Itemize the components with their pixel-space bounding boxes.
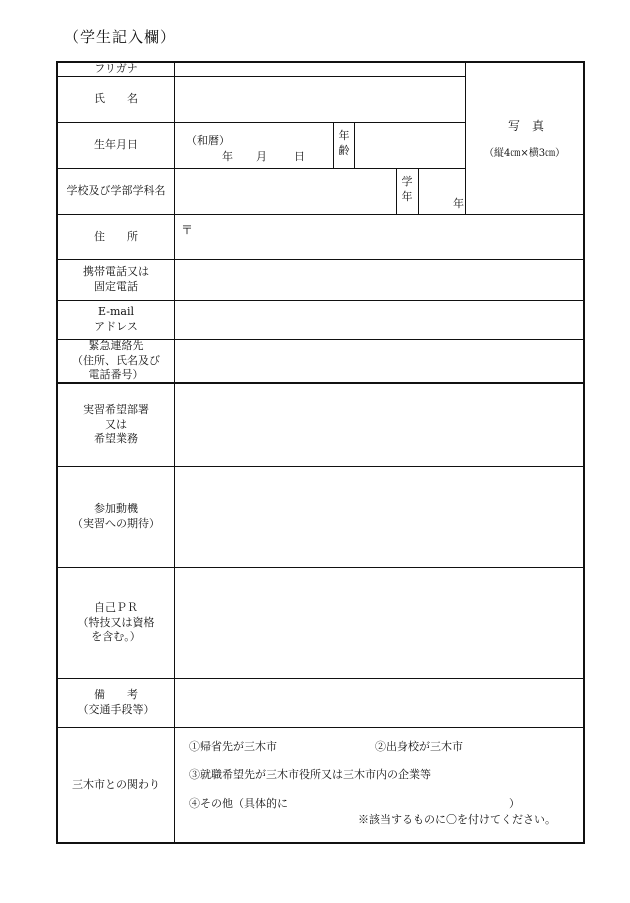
birthdate-label: 生年月日 xyxy=(94,138,138,152)
email-label: E-mail アドレス xyxy=(94,305,138,333)
grade-label: 学 年 xyxy=(401,175,413,203)
relation-note: ※該当するものに〇を付けてください。 xyxy=(358,813,556,826)
grade-suffix: 年 xyxy=(453,197,464,210)
relation-option-employment[interactable]: ③就職希望先が三木市役所又は三木市内の企業等 xyxy=(189,768,431,781)
self-pr-field[interactable] xyxy=(175,568,583,678)
photo-title: 写 真 xyxy=(508,119,545,133)
grade-field[interactable] xyxy=(419,169,465,214)
emergency-contact-label: 緊急連絡先 （住所、氏名及び 電話番号） xyxy=(72,338,160,382)
remarks-label: 備 考 （交通手段等） xyxy=(77,688,155,716)
relation-option-hometown[interactable]: ①帰省先が三木市 xyxy=(189,740,277,753)
birth-day-unit: 日 xyxy=(294,150,305,163)
birth-month-unit: 月 xyxy=(256,150,267,163)
motivation-label: 参加動機 （実習への期待） xyxy=(72,502,160,530)
furigana-field[interactable] xyxy=(175,62,465,76)
motivation-field[interactable] xyxy=(175,467,583,567)
phone-label: 携帯電話又は 固定電話 xyxy=(83,265,149,293)
relation-options xyxy=(175,728,583,842)
photo-size-note: （縦4㎝×横3㎝） xyxy=(484,148,566,159)
desired-department-field[interactable] xyxy=(175,384,583,466)
relation-option-other[interactable]: ④その他（具体的に xyxy=(189,797,288,810)
age-field[interactable] xyxy=(355,123,465,168)
school-label: 学校及び学部学科名 xyxy=(66,184,166,198)
furigana-label: フリガナ xyxy=(94,61,138,75)
desired-department-label: 実習希望部署 又は 希望業務 xyxy=(83,402,149,446)
birth-year-unit: 年 xyxy=(222,150,233,163)
birth-era-label: （和暦） xyxy=(186,134,230,147)
self-pr-label: 自己ＰＲ （特技又は資格 を含む。） xyxy=(77,600,155,644)
address-field[interactable] xyxy=(175,215,583,259)
photo-box xyxy=(466,62,583,214)
relation-option-other-close: ） xyxy=(509,797,520,810)
form-header: （学生記入欄） xyxy=(64,28,177,46)
phone-field[interactable] xyxy=(175,260,583,300)
address-label: 住 所 xyxy=(94,229,138,243)
name-label: 氏 名 xyxy=(94,92,138,106)
age-label: 年 齢 xyxy=(338,129,350,157)
school-field[interactable] xyxy=(175,169,396,214)
emergency-contact-field[interactable] xyxy=(175,340,583,382)
email-field[interactable] xyxy=(175,301,583,339)
name-field[interactable] xyxy=(175,77,465,122)
postal-mark-icon: 〒 xyxy=(181,223,194,237)
relation-option-alma-mater[interactable]: ②出身校が三木市 xyxy=(375,740,463,753)
relation-label: 三木市との関わり xyxy=(72,777,160,791)
remarks-field[interactable] xyxy=(175,679,583,727)
